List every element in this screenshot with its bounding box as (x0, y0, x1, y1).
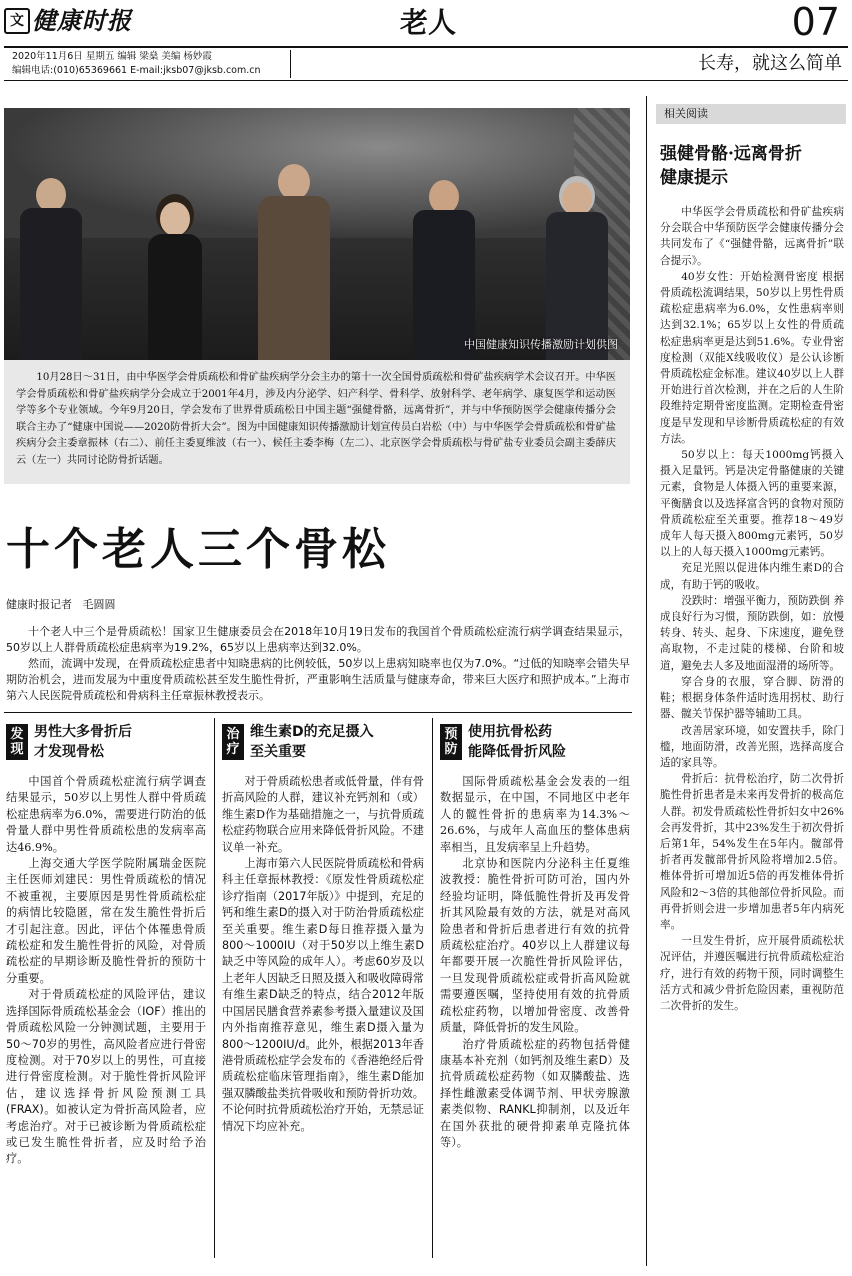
news-photo (4, 108, 630, 360)
person-right-two (409, 180, 479, 360)
paper-logo-icon: 文 (4, 8, 30, 34)
section-tag: 发现 (6, 724, 28, 760)
sidebar (656, 104, 846, 1264)
sidebar-title-line1: 强健骨骼·远离骨折 (660, 144, 802, 164)
body-paragraph: 对于骨质疏松症的风险评估，建议选择国际骨质疏松基金会（IOF）推出的骨质疏松风险一分钟测试题，主要用于50～70岁的男性，高风险者应进行骨密度检测。对于70岁以上的男性，可直接进行骨密度检测。对于脆性骨折风险评估，建议选择骨折风险预测工具(FRAX)。如被认定为骨折高风险者，应考虑治疗。对于已被诊断为骨质疏松症或已发生脆性骨折者，应及时给予治疗。 (6, 988, 206, 1166)
sidebar-divider (646, 96, 647, 1266)
body-paragraph: 治疗骨质疏松症的药物包括骨健康基本补充剂（如钙剂及维生素D）及抗骨质疏松症药物（如双膦酸盐、选择性雌激素受体调节剂、甲状旁腺激素类似物、RANKL抑制剂，以及近年在国外获批的硬骨抑素单克隆抗体等）。 (440, 1037, 630, 1149)
person-right-one (542, 182, 612, 360)
photo-watermark: 中国健康知识传播激励计划供图 (464, 338, 618, 351)
section-tag: 治疗 (222, 724, 244, 760)
sidebar-paragraph: 改善居家环境，如安置扶手，除门槛，地面防滑，改善光照，选择高度合适的家具等。 (660, 724, 844, 769)
sidebar-paragraph: 骨折后：抗骨松治疗，防二次骨折 脆性骨折患者是未来再发骨折的极高危人群。初发骨质疏松性骨折妇女中26%会再发骨折，其中23%发生于初次骨折后第1年，54%发生在5年内。髋部骨折者再发髋部骨折风险将增加2.5倍。椎体骨折可增加近5倍的再发椎体骨折风险和2～3倍的其他部位骨折风险。而再骨折则会进一步增加患者5年内病死率。 (660, 773, 844, 931)
masthead-bottom-rule (4, 80, 848, 81)
body-paragraph: 国际骨质疏松基金会发表的一组数据显示，在中国，不同地区中老年人的髋性骨折的患病率为14.3%～26.6%，与成年人高血压的整体患病率相当，且发病率呈上升趋势。 (440, 775, 630, 854)
column-divider (214, 718, 215, 1258)
body-paragraph: 上海市第六人民医院骨质疏松和骨病科主任章振林教授：《原发性骨质疏松症诊疗指南（2017年版）》中提到，充足的钙和维生素D的摄入对于防治骨质疏松症至关重要。维生素D每日推荐摄入量为800～1000IU（对于50岁以上维生素D缺乏中等风险的成年人）。考虑60岁及以上老年人因缺乏日照及摄入和吸收障碍常有维生素D缺乏的特点，结合2012年版中国居民膳食营养素参考摄入量建议及国内外指南推荐意见，维生素D摄入量为800～1200IU/d。此外，根据2013年香港骨质疏松症学会发布的《香港绝经后骨质疏松症临床管理指南》，维生素D能加强双膦酸盐类抗骨吸收和预防骨折功效。不论何时抗骨质疏松治疗开始，无禁忌证情况下均应补充。 (222, 857, 424, 1133)
lead-paragraph: 十个老人中三个是骨质疏松！国家卫生健康委员会在2018年10月19日发布的我国首个骨质疏松症流行病学调查结果显示，50岁以上人群骨质疏松症患病率为19.2%，65岁以上患病率达到32.0%。 (6, 625, 630, 654)
page-number: 07 (791, 0, 840, 44)
sidebar-paragraph: 充足光照以促进体内维生素D的合成，有助于钙的吸收。 (660, 562, 844, 591)
column-discovery (6, 774, 206, 1168)
section-title-line1: 维生素D的充足摄入 (250, 724, 374, 740)
photo-caption: 10月28日～31日，由中华医学会骨质疏松和骨矿盐疾病学分会主办的第十一次全国骨质疏松和骨矿盐疾病学术会议召开。中华医学会骨质疏松和骨矿盐疾病学分会成立于2001年4月，涉及内分泌学、妇产科学、骨科学、放射科学、老年病学、康复医学和运动医学等多个专业领域。今年9月20日，学会发布了世界骨质疏松日中国主题“强健骨骼，远离骨折”，并与中华预防医学会健康传播分会联合主办了“健康中国说——2020防骨折大会”。图为中国健康知识传播激励计划宣传员白岩松（中）与中华医学会骨质疏松和骨矿盐疾病分会主委章振林（右二）、前任主委夏维波（右一）、候任主委李梅（左二）、北京医学会骨质疏松与骨矿盐专业委员会副主委薛庆云（左一）共同讨论防骨折话题。 (16, 372, 616, 466)
sidebar-paragraph: 没跌时：增强平衡力，预防跌倒 养成良好行为习惯，预防跌倒，如：放慢转身、转头、起身、下床速度，避免登高取物，不走过陡的楼梯、台阶和坡道，避免去人多及地面湿滑的场所等。 (660, 594, 844, 672)
sidebar-label: 相关阅读 (656, 104, 846, 124)
section-title-line1: 男性大多骨折后 (34, 724, 132, 740)
section-header-discovery (6, 720, 206, 766)
column-treatment (222, 774, 424, 1135)
sidebar-paragraph: 穿合身的衣服，穿合脚、防滑的鞋；根据身体条件适时选用拐杖、助行器、髋关节保护器等辅助工具。 (660, 675, 844, 721)
contact-line: 编辑电话:(010)65369661 E-mail:jksb07@jksb.com.cn (12, 65, 261, 76)
body-paragraph: 北京协和医院内分泌科主任夏维波教授：脆性骨折可防可治，国内外经验均证明，降低脆性骨折及再发骨折其风险最有效的方法，就是对高风险患者和骨折后患者进行有效的抗骨质疏松症治疗。40岁以上人群建议每年都要开展一次脆性骨折风险评估，一旦发现骨质疏松症或骨折高风险就需要遵医嘱，坚持使用有效的抗骨质疏松症药物，以增加骨密度、改善骨质量，降低骨折的发生风险。 (440, 857, 630, 1035)
section-name: 老人 (400, 6, 457, 39)
section-title-line1: 使用抗骨松药 (468, 724, 552, 740)
body-paragraph: 对于骨质疏松患者或低骨量，伴有骨折高风险的人群，建议补充钙剂和（或）维生素D作为基础措施之一，与抗骨质疏松症药物联合应用来降低骨折风险。不建议单一补充。 (222, 775, 424, 854)
body-paragraph: 中国首个骨质疏松症流行病学调查结果显示，50岁以上男性人群中骨质疏松症患病率为6.0%，需要进行防治的低骨量人群中男性骨质疏松患的发病率高达46.9%。 (6, 775, 206, 854)
person-left-one (16, 178, 86, 360)
article-lead (6, 624, 630, 704)
masthead-divider (290, 50, 291, 78)
paper-name: 健康时报 (32, 6, 132, 35)
person-left-two (144, 202, 206, 360)
lead-bottom-rule (4, 712, 632, 713)
headline: 十个老人三个骨松 (6, 524, 390, 575)
section-title-line2: 至关重要 (250, 744, 306, 760)
body-paragraph: 上海交通大学医学院附属瑞金医院主任医师刘建民：男性骨质疏松的情况不被重视，主要原因是男性骨质疏松症的病情比较隐匿，常在发生脆性骨折后才引起注意。因此，评估个体罹患骨质疏松症和发生脆性骨折的风险，对骨质疏松症的早期诊断及脆性骨折的预防十分重要。 (6, 857, 206, 985)
date-line: 2020年11月6日 星期五 编辑 梁燊 美编 杨妙霞 (12, 51, 212, 62)
column-prevention (440, 774, 630, 1151)
sidebar-paragraph: 40岁女性：开始检测骨密度 根据骨质疏松流调结果，50岁以上男性骨质疏松症患病率为6.0%，女性患病率则达到32.1%；65岁以上女性的骨质疏松症患病率更是达到51.6%。专业骨密度检测（双能X线吸收仪）是公认诊断骨质疏松症金标准。建议40岁以上人群开始进行首次检测，并在之后的人生阶段维持定期骨密度监测。定期检查骨密度是早发现和早诊断骨质疏松症的有效方法。 (660, 270, 844, 445)
section-header-treatment (222, 720, 422, 766)
section-title-line2: 能降低骨折风险 (468, 744, 566, 760)
sidebar-paragraph: 50岁以上：每天1000mg钙摄入 摄入足量钙。钙是决定骨骼健康的关键元素，食物是人体摄入钙的重要来源，平衡膳食以及选择富含钙的食物对预防骨质疏松症至关重要。推荐18～49岁成年人每天摄入800mg元素钙，50岁以上的人每天摄入1000mg元素钙。 (660, 449, 844, 559)
photo-caption-box (4, 360, 630, 484)
slogan: 长寿，就这么简单 (698, 53, 842, 74)
masthead-rule (4, 46, 848, 48)
sidebar-paragraph: 中华医学会骨质疏松和骨矿盐疾病分会联合中华预防医学会健康传播分会共同发布了《“强健骨骼，远离骨折”联合提示》。 (660, 206, 844, 267)
section-title-line2: 才发现骨松 (34, 744, 104, 760)
lead-paragraph: 然而，流调中发现，在骨质疏松症患者中知晓患病的比例较低，50岁以上患病知晓率也仅为7.0%。“过低的知晓率会错失早期防治机会，进而发展为中重度骨质疏松甚至发生脆性骨折，严重影响生活质量与健康寿命，带来巨大医疗和照护成本。”上海市第六人民医院骨质疏松和骨病科主任章振林教授表示。 (6, 657, 630, 702)
section-tag: 预防 (440, 724, 462, 760)
masthead (0, 0, 852, 84)
person-center (254, 164, 334, 360)
sidebar-body (660, 204, 844, 1014)
sidebar-title-line2: 健康提示 (660, 168, 728, 188)
sidebar-paragraph: 一旦发生骨折，应开展骨质疏松状况评估，并遵医嘱进行抗骨质疏松症治疗，进行有效的药物干预，同时调整生活方式和减少骨折危险因素，重视防范二次骨折的发生。 (660, 935, 844, 1012)
column-divider (432, 718, 433, 1258)
section-header-prevention (440, 720, 630, 766)
byline: 健康时报记者 毛圆圆 (6, 598, 116, 611)
